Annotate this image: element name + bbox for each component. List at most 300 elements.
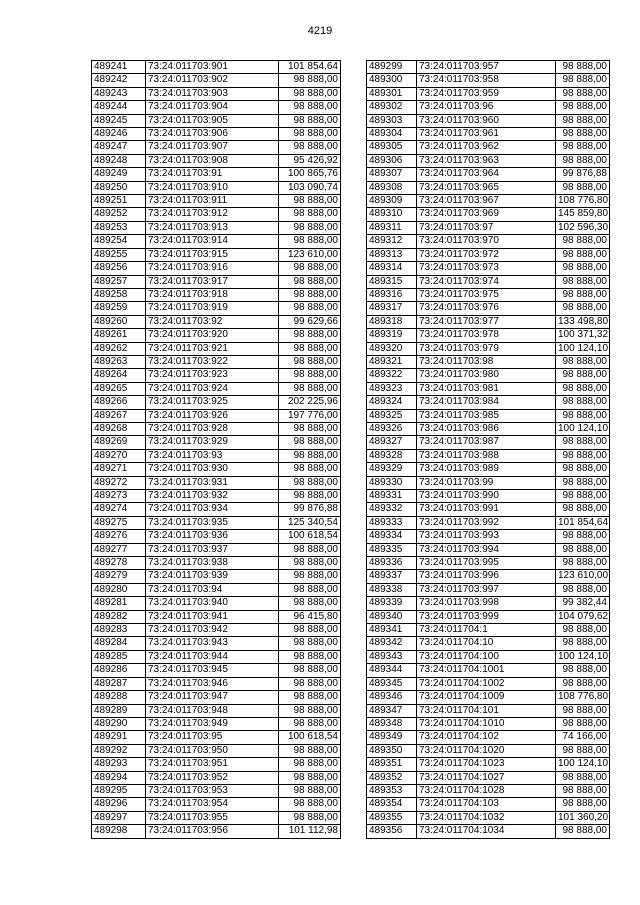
cadastral-number-cell: 73:24:011704:1002 bbox=[417, 677, 556, 690]
table-row bbox=[92, 154, 341, 167]
record-number-cell: 489277 bbox=[92, 543, 146, 556]
table-row bbox=[92, 516, 341, 529]
cadastral-number-cell: 73:24:011703:937 bbox=[146, 543, 279, 556]
table-row bbox=[92, 530, 341, 543]
record-number-cell: 489332 bbox=[367, 503, 417, 516]
table-row bbox=[92, 409, 341, 422]
cadastral-number-cell: 73:24:011704:103 bbox=[417, 798, 556, 811]
cadastral-number-cell: 73:24:011703:963 bbox=[417, 154, 556, 167]
value-cell: 98 888,00 bbox=[556, 530, 610, 543]
table-row bbox=[92, 74, 341, 87]
record-number-cell: 489305 bbox=[367, 141, 417, 154]
table-row bbox=[367, 664, 610, 677]
record-number-cell: 489294 bbox=[92, 771, 146, 784]
value-cell: 108 776,80 bbox=[556, 691, 610, 704]
cadastral-number-cell: 73:24:011703:944 bbox=[146, 650, 279, 663]
value-cell: 101 112,98 bbox=[279, 825, 341, 838]
cadastral-number-cell: 73:24:011703:993 bbox=[417, 530, 556, 543]
table-row bbox=[367, 396, 610, 409]
cadastral-number-cell: 73:24:011703:984 bbox=[417, 396, 556, 409]
value-cell: 98 888,00 bbox=[556, 302, 610, 315]
table-row bbox=[367, 208, 610, 221]
value-cell: 98 888,00 bbox=[556, 74, 610, 87]
table-row bbox=[92, 771, 341, 784]
cadastral-number-cell: 73:24:011703:928 bbox=[146, 422, 279, 435]
record-number-cell: 489344 bbox=[367, 664, 417, 677]
record-number-cell: 489274 bbox=[92, 503, 146, 516]
table-row bbox=[367, 288, 610, 301]
value-cell: 98 888,00 bbox=[279, 101, 341, 114]
table-row bbox=[367, 342, 610, 355]
cadastral-number-cell: 73:24:011703:952 bbox=[146, 771, 279, 784]
value-cell: 98 888,00 bbox=[279, 624, 341, 637]
cadastral-number-cell: 73:24:011704:101 bbox=[417, 704, 556, 717]
table-row bbox=[92, 422, 341, 435]
table-row bbox=[367, 154, 610, 167]
cadastral-number-cell: 73:24:011703:908 bbox=[146, 154, 279, 167]
table-row bbox=[92, 436, 341, 449]
record-number-cell: 489327 bbox=[367, 436, 417, 449]
value-cell: 98 888,00 bbox=[556, 798, 610, 811]
table-row bbox=[92, 288, 341, 301]
value-cell: 101 854,64 bbox=[279, 61, 341, 74]
cadastral-number-cell: 73:24:011703:934 bbox=[146, 503, 279, 516]
table-row bbox=[367, 315, 610, 328]
value-cell: 123 610,00 bbox=[556, 570, 610, 583]
value-cell: 98 888,00 bbox=[279, 141, 341, 154]
value-cell: 102 596,30 bbox=[556, 221, 610, 234]
value-cell: 100 124,10 bbox=[556, 342, 610, 355]
record-number-cell: 489255 bbox=[92, 248, 146, 261]
record-number-cell: 489259 bbox=[92, 302, 146, 315]
table-row bbox=[92, 664, 341, 677]
table-row bbox=[367, 181, 610, 194]
record-number-cell: 489261 bbox=[92, 329, 146, 342]
record-number-cell: 489293 bbox=[92, 758, 146, 771]
cadastral-number-cell: 73:24:011703:996 bbox=[417, 570, 556, 583]
cadastral-number-cell: 73:24:011703:945 bbox=[146, 664, 279, 677]
record-number-cell: 489284 bbox=[92, 637, 146, 650]
record-number-cell: 489269 bbox=[92, 436, 146, 449]
table-row bbox=[92, 275, 341, 288]
value-cell: 98 888,00 bbox=[556, 154, 610, 167]
value-cell: 99 382,44 bbox=[556, 597, 610, 610]
cadastral-number-cell: 73:24:011703:973 bbox=[417, 262, 556, 275]
value-cell: 98 888,00 bbox=[556, 503, 610, 516]
cadastral-number-cell: 73:24:011703:981 bbox=[417, 382, 556, 395]
cadastral-number-cell: 73:24:011704:10 bbox=[417, 637, 556, 650]
cadastral-number-cell: 73:24:011704:1020 bbox=[417, 744, 556, 757]
value-cell: 98 888,00 bbox=[279, 570, 341, 583]
value-cell: 98 888,00 bbox=[279, 262, 341, 275]
table-row bbox=[92, 784, 341, 797]
record-number-cell: 489288 bbox=[92, 691, 146, 704]
table-row bbox=[92, 114, 341, 127]
cadastral-number-cell: 73:24:011703:997 bbox=[417, 583, 556, 596]
record-number-cell: 489349 bbox=[367, 731, 417, 744]
table-row bbox=[367, 476, 610, 489]
table-row bbox=[367, 141, 610, 154]
table-row bbox=[92, 141, 341, 154]
record-number-cell: 489292 bbox=[92, 744, 146, 757]
value-cell: 101 854,64 bbox=[556, 516, 610, 529]
record-number-cell: 489339 bbox=[367, 597, 417, 610]
record-number-cell: 489272 bbox=[92, 476, 146, 489]
record-number-cell: 489282 bbox=[92, 610, 146, 623]
cadastral-number-cell: 73:24:011704:102 bbox=[417, 731, 556, 744]
cadastral-number-cell: 73:24:011703:94 bbox=[146, 583, 279, 596]
record-number-cell: 489308 bbox=[367, 181, 417, 194]
cadastral-number-cell: 73:24:011703:964 bbox=[417, 168, 556, 181]
cadastral-number-cell: 73:24:011703:965 bbox=[417, 181, 556, 194]
table-row bbox=[92, 624, 341, 637]
table-row bbox=[92, 355, 341, 368]
record-number-cell: 489279 bbox=[92, 570, 146, 583]
record-number-cell: 489313 bbox=[367, 248, 417, 261]
record-number-cell: 489258 bbox=[92, 288, 146, 301]
record-number-cell: 489336 bbox=[367, 557, 417, 570]
value-cell: 98 888,00 bbox=[556, 557, 610, 570]
cadastral-number-cell: 73:24:011703:941 bbox=[146, 610, 279, 623]
table-row bbox=[92, 235, 341, 248]
table-row bbox=[92, 717, 341, 730]
record-number-cell: 489267 bbox=[92, 409, 146, 422]
table-row bbox=[92, 128, 341, 141]
table-row bbox=[92, 610, 341, 623]
record-number-cell: 489355 bbox=[367, 811, 417, 824]
record-number-cell: 489315 bbox=[367, 275, 417, 288]
table-row bbox=[367, 784, 610, 797]
value-cell: 98 888,00 bbox=[279, 798, 341, 811]
record-number-cell: 489252 bbox=[92, 208, 146, 221]
record-number-cell: 489307 bbox=[367, 168, 417, 181]
record-number-cell: 489306 bbox=[367, 154, 417, 167]
record-number-cell: 489334 bbox=[367, 530, 417, 543]
value-cell: 98 888,00 bbox=[556, 677, 610, 690]
page-number: 4219 bbox=[307, 25, 333, 37]
value-cell: 98 888,00 bbox=[279, 677, 341, 690]
value-cell: 74 166,00 bbox=[556, 731, 610, 744]
record-number-cell: 489301 bbox=[367, 87, 417, 100]
value-cell: 100 124,10 bbox=[556, 650, 610, 663]
value-cell: 98 888,00 bbox=[279, 87, 341, 100]
record-number-cell: 489286 bbox=[92, 664, 146, 677]
table-row bbox=[367, 570, 610, 583]
table-row bbox=[92, 168, 341, 181]
cadastral-number-cell: 73:24:011703:911 bbox=[146, 195, 279, 208]
cadastral-number-cell: 73:24:011703:992 bbox=[417, 516, 556, 529]
record-number-cell: 489314 bbox=[367, 262, 417, 275]
value-cell: 100 618,54 bbox=[279, 530, 341, 543]
table-row bbox=[367, 382, 610, 395]
value-cell: 98 888,00 bbox=[279, 476, 341, 489]
value-cell: 98 888,00 bbox=[279, 463, 341, 476]
record-number-cell: 489275 bbox=[92, 516, 146, 529]
cadastral-number-cell: 73:24:011703:946 bbox=[146, 677, 279, 690]
value-cell: 98 888,00 bbox=[556, 141, 610, 154]
value-cell: 98 888,00 bbox=[556, 543, 610, 556]
cadastral-number-cell: 73:24:011703:958 bbox=[417, 74, 556, 87]
table-row bbox=[367, 490, 610, 503]
table-row bbox=[367, 650, 610, 663]
cadastral-number-cell: 73:24:011703:904 bbox=[146, 101, 279, 114]
record-number-cell: 489310 bbox=[367, 208, 417, 221]
record-number-cell: 489342 bbox=[367, 637, 417, 650]
cadastral-number-cell: 73:24:011703:97 bbox=[417, 221, 556, 234]
cadastral-number-cell: 73:24:011704:1023 bbox=[417, 758, 556, 771]
record-number-cell: 489270 bbox=[92, 449, 146, 462]
record-number-cell: 489328 bbox=[367, 449, 417, 462]
cadastral-number-cell: 73:24:011704:1027 bbox=[417, 771, 556, 784]
value-cell: 101 360,20 bbox=[556, 811, 610, 824]
record-number-cell: 489337 bbox=[367, 570, 417, 583]
table-row bbox=[367, 275, 610, 288]
record-number-cell: 489343 bbox=[367, 650, 417, 663]
record-number-cell: 489249 bbox=[92, 168, 146, 181]
cadastral-number-cell: 73:24:011703:955 bbox=[146, 811, 279, 824]
value-cell: 133 498,80 bbox=[556, 315, 610, 328]
value-cell: 103 090,74 bbox=[279, 181, 341, 194]
value-cell: 98 888,00 bbox=[556, 409, 610, 422]
value-cell: 100 371,32 bbox=[556, 329, 610, 342]
record-number-cell: 489295 bbox=[92, 784, 146, 797]
table-row bbox=[92, 583, 341, 596]
table-row bbox=[367, 798, 610, 811]
table-row bbox=[367, 168, 610, 181]
table-row bbox=[367, 329, 610, 342]
table-row bbox=[92, 798, 341, 811]
value-cell: 98 888,00 bbox=[279, 557, 341, 570]
cadastral-number-cell: 73:24:011703:917 bbox=[146, 275, 279, 288]
record-number-cell: 489245 bbox=[92, 114, 146, 127]
cadastral-number-cell: 73:24:011703:96 bbox=[417, 101, 556, 114]
table-row bbox=[367, 811, 610, 824]
value-cell: 98 888,00 bbox=[556, 369, 610, 382]
cadastral-number-cell: 73:24:011703:947 bbox=[146, 691, 279, 704]
cadastral-number-cell: 73:24:011703:976 bbox=[417, 302, 556, 315]
table-row bbox=[367, 503, 610, 516]
cadastral-number-cell: 73:24:011703:987 bbox=[417, 436, 556, 449]
value-cell: 98 888,00 bbox=[556, 449, 610, 462]
record-number-cell: 489257 bbox=[92, 275, 146, 288]
table-row bbox=[367, 436, 610, 449]
value-cell: 98 888,00 bbox=[279, 369, 341, 382]
table-row bbox=[92, 221, 341, 234]
value-cell: 100 865,76 bbox=[279, 168, 341, 181]
cadastral-number-cell: 73:24:011703:972 bbox=[417, 248, 556, 261]
table-row bbox=[92, 825, 341, 838]
cadastral-number-cell: 73:24:011704:1 bbox=[417, 624, 556, 637]
table-row bbox=[367, 543, 610, 556]
record-number-cell: 489324 bbox=[367, 396, 417, 409]
table-row bbox=[367, 463, 610, 476]
record-number-cell: 489290 bbox=[92, 717, 146, 730]
table-row bbox=[92, 490, 341, 503]
cadastral-number-cell: 73:24:011703:959 bbox=[417, 87, 556, 100]
record-number-cell: 489273 bbox=[92, 490, 146, 503]
value-cell: 98 888,00 bbox=[279, 597, 341, 610]
value-cell: 98 888,00 bbox=[556, 87, 610, 100]
table-row bbox=[367, 637, 610, 650]
cadastral-number-cell: 73:24:011703:918 bbox=[146, 288, 279, 301]
table-row bbox=[367, 235, 610, 248]
record-number-cell: 489338 bbox=[367, 583, 417, 596]
table-row bbox=[367, 262, 610, 275]
cadastral-number-cell: 73:24:011703:931 bbox=[146, 476, 279, 489]
record-number-cell: 489256 bbox=[92, 262, 146, 275]
cadastral-number-cell: 73:24:011703:915 bbox=[146, 248, 279, 261]
table-row bbox=[367, 302, 610, 315]
record-number-cell: 489345 bbox=[367, 677, 417, 690]
cadastral-number-cell: 73:24:011703:942 bbox=[146, 624, 279, 637]
record-number-cell: 489317 bbox=[367, 302, 417, 315]
record-number-cell: 489316 bbox=[367, 288, 417, 301]
value-cell: 98 888,00 bbox=[556, 355, 610, 368]
cadastral-number-cell: 73:24:011703:940 bbox=[146, 597, 279, 610]
value-cell: 202 225,96 bbox=[279, 396, 341, 409]
value-cell: 98 888,00 bbox=[279, 784, 341, 797]
value-cell: 98 888,00 bbox=[279, 114, 341, 127]
record-number-cell: 489299 bbox=[367, 61, 417, 74]
value-cell: 98 888,00 bbox=[279, 449, 341, 462]
value-cell: 98 888,00 bbox=[556, 128, 610, 141]
table-row bbox=[367, 74, 610, 87]
value-cell: 98 888,00 bbox=[279, 583, 341, 596]
value-cell: 98 888,00 bbox=[279, 422, 341, 435]
cadastral-number-cell: 73:24:011704:1034 bbox=[417, 825, 556, 838]
cadastral-number-cell: 73:24:011703:994 bbox=[417, 543, 556, 556]
table-row bbox=[367, 691, 610, 704]
record-number-cell: 489335 bbox=[367, 543, 417, 556]
record-number-cell: 489318 bbox=[367, 315, 417, 328]
record-number-cell: 489268 bbox=[92, 422, 146, 435]
value-cell: 98 888,00 bbox=[556, 288, 610, 301]
cadastral-number-cell: 73:24:011703:98 bbox=[417, 355, 556, 368]
cadastral-number-cell: 73:24:011703:913 bbox=[146, 221, 279, 234]
cadastral-number-cell: 73:24:011703:991 bbox=[417, 503, 556, 516]
table-row bbox=[92, 208, 341, 221]
record-number-cell: 489346 bbox=[367, 691, 417, 704]
record-number-cell: 489244 bbox=[92, 101, 146, 114]
value-cell: 98 888,00 bbox=[556, 181, 610, 194]
record-number-cell: 489326 bbox=[367, 422, 417, 435]
record-number-cell: 489253 bbox=[92, 221, 146, 234]
record-number-cell: 489297 bbox=[92, 811, 146, 824]
record-number-cell: 489291 bbox=[92, 731, 146, 744]
record-number-cell: 489350 bbox=[367, 744, 417, 757]
record-number-cell: 489303 bbox=[367, 114, 417, 127]
value-cell: 98 888,00 bbox=[279, 221, 341, 234]
cadastral-number-cell: 73:24:011703:901 bbox=[146, 61, 279, 74]
table-row bbox=[367, 717, 610, 730]
value-cell: 98 888,00 bbox=[556, 704, 610, 717]
record-number-cell: 489304 bbox=[367, 128, 417, 141]
cadastral-number-cell: 73:24:011703:95 bbox=[146, 731, 279, 744]
record-number-cell: 489289 bbox=[92, 704, 146, 717]
cadastral-number-cell: 73:24:011703:926 bbox=[146, 409, 279, 422]
table-row bbox=[92, 369, 341, 382]
cadastral-number-cell: 73:24:011703:949 bbox=[146, 717, 279, 730]
cadastral-table-right bbox=[366, 60, 610, 839]
table-row bbox=[92, 570, 341, 583]
record-number-cell: 489354 bbox=[367, 798, 417, 811]
cadastral-number-cell: 73:24:011703:999 bbox=[417, 610, 556, 623]
value-cell: 98 888,00 bbox=[279, 490, 341, 503]
value-cell: 99 876,88 bbox=[279, 503, 341, 516]
value-cell: 98 888,00 bbox=[279, 275, 341, 288]
record-number-cell: 489251 bbox=[92, 195, 146, 208]
table-row bbox=[92, 315, 341, 328]
value-cell: 98 888,00 bbox=[279, 771, 341, 784]
table-row bbox=[92, 476, 341, 489]
record-number-cell: 489280 bbox=[92, 583, 146, 596]
cadastral-number-cell: 73:24:011703:990 bbox=[417, 490, 556, 503]
value-cell: 98 888,00 bbox=[279, 704, 341, 717]
cadastral-number-cell: 73:24:011703:903 bbox=[146, 87, 279, 100]
record-number-cell: 489296 bbox=[92, 798, 146, 811]
record-number-cell: 489287 bbox=[92, 677, 146, 690]
table-row bbox=[367, 516, 610, 529]
cadastral-number-cell: 73:24:011703:906 bbox=[146, 128, 279, 141]
cadastral-number-cell: 73:24:011704:1010 bbox=[417, 717, 556, 730]
table-row bbox=[92, 181, 341, 194]
cadastral-number-cell: 73:24:011703:951 bbox=[146, 758, 279, 771]
value-cell: 98 888,00 bbox=[556, 101, 610, 114]
record-number-cell: 489319 bbox=[367, 329, 417, 342]
cadastral-number-cell: 73:24:011703:974 bbox=[417, 275, 556, 288]
table-row bbox=[92, 704, 341, 717]
value-cell: 98 888,00 bbox=[556, 717, 610, 730]
cadastral-number-cell: 73:24:011703:979 bbox=[417, 342, 556, 355]
cadastral-number-cell: 73:24:011703:922 bbox=[146, 355, 279, 368]
record-number-cell: 489312 bbox=[367, 235, 417, 248]
record-number-cell: 489356 bbox=[367, 825, 417, 838]
record-number-cell: 489320 bbox=[367, 342, 417, 355]
value-cell: 98 888,00 bbox=[556, 784, 610, 797]
cadastral-number-cell: 73:24:011703:936 bbox=[146, 530, 279, 543]
value-cell: 98 888,00 bbox=[556, 825, 610, 838]
record-number-cell: 489348 bbox=[367, 717, 417, 730]
record-number-cell: 489325 bbox=[367, 409, 417, 422]
table-row bbox=[92, 382, 341, 395]
table-row bbox=[367, 624, 610, 637]
cadastral-number-cell: 73:24:011703:924 bbox=[146, 382, 279, 395]
table-row bbox=[92, 342, 341, 355]
value-cell: 98 888,00 bbox=[279, 208, 341, 221]
cadastral-table-left bbox=[91, 60, 341, 839]
cadastral-number-cell: 73:24:011703:943 bbox=[146, 637, 279, 650]
value-cell: 98 888,00 bbox=[279, 355, 341, 368]
table-row bbox=[367, 597, 610, 610]
value-cell: 98 888,00 bbox=[279, 329, 341, 342]
cadastral-number-cell: 73:24:011703:938 bbox=[146, 557, 279, 570]
cadastral-number-cell: 73:24:011703:932 bbox=[146, 490, 279, 503]
value-cell: 95 426,92 bbox=[279, 154, 341, 167]
table-row bbox=[92, 731, 341, 744]
cadastral-number-cell: 73:24:011703:912 bbox=[146, 208, 279, 221]
value-cell: 98 888,00 bbox=[279, 650, 341, 663]
cadastral-number-cell: 73:24:011703:920 bbox=[146, 329, 279, 342]
table-body-right bbox=[367, 61, 610, 839]
value-cell: 98 888,00 bbox=[279, 74, 341, 87]
cadastral-number-cell: 73:24:011703:99 bbox=[417, 476, 556, 489]
cadastral-number-cell: 73:24:011703:950 bbox=[146, 744, 279, 757]
value-cell: 197 776,00 bbox=[279, 409, 341, 422]
record-number-cell: 489340 bbox=[367, 610, 417, 623]
table-row bbox=[92, 637, 341, 650]
record-number-cell: 489246 bbox=[92, 128, 146, 141]
record-number-cell: 489263 bbox=[92, 355, 146, 368]
